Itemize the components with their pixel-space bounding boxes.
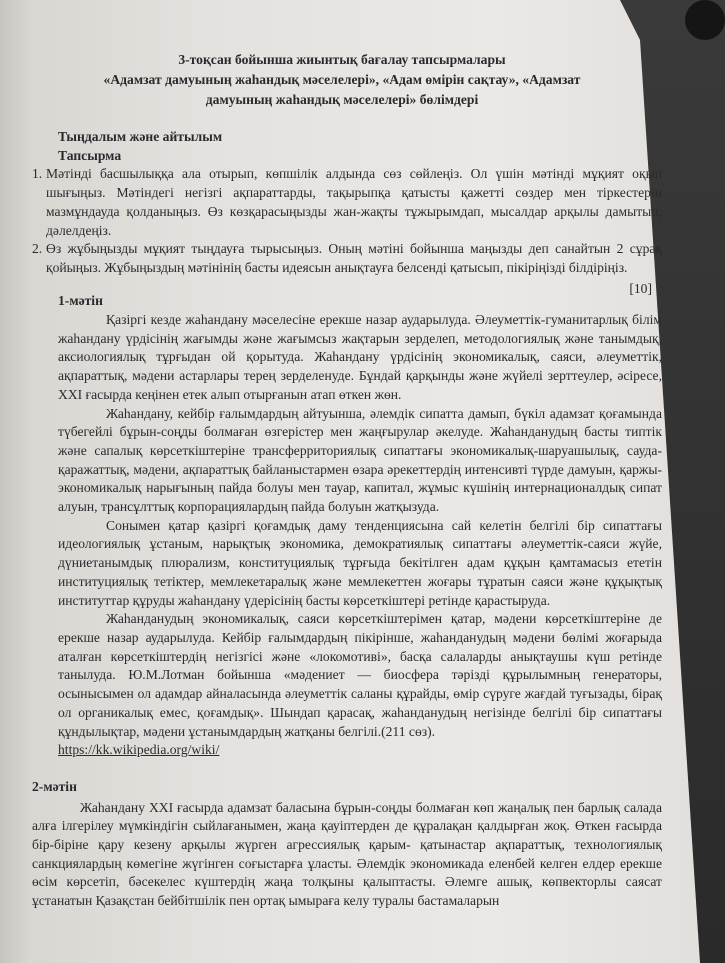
task-text: Өз жұбыңызды мұқият тыңдауға тырысыңыз. Оның мәтіні бойынша маңызды деп санайтын 2 сұрақ қойыңыз. Жұбыңыздың мәтінінің басты идеясын анықтауға белсенді қатысып, пікіріңізді білдіріңіз. bbox=[46, 241, 662, 275]
document-title-line-2: «Адамзат дамуының жаһандық мәселелері», «Адам өмірін сақтау», «Адамзат bbox=[103, 72, 581, 87]
task-number: 1. bbox=[32, 166, 43, 182]
task-item bbox=[22, 240, 662, 277]
section-heading: Тыңдалым және айтылым bbox=[58, 129, 223, 144]
task-text: Мәтінді басшылыққа ала отырып, көпшілік алдында сөз сөйлеңіз. Ол үшін мәтінді мұқият оқып шығыңыз. Мәтіндегі негізгі ақпараттарды, тақырыпқа қатысты қажетті сөздер мен тіркестерін мазмұндауда қолданыңыз. Өз көзқарасыңызды жан-жақты тұжырымдап, мысалдар арқылы дамытып, дәлелдеңіз. bbox=[46, 166, 662, 238]
document-title-line-1: 3-тоқсан бойынша жиынтық бағалау тапсырмалары bbox=[178, 52, 506, 67]
text1-heading: 1-мәтін bbox=[58, 293, 103, 309]
text2-heading: 2-мәтін bbox=[32, 778, 77, 794]
text2-paragraph: Жаһандану XXI ғасырда адамзат баласына бұрын-соңды болмаған көп жаңалық пен барлық салада алға ілгерілеу мүмкіндігін сыйлағанымен, жаңа қауіптерден де құралақан қалдырған жоқ. Өткен ғасырда бір-біріне қару кезену арқылы жүрген агрессиялық қарым- қатынастар ақпараттық, технологиялық санкциялардың көмегіне жүгінген соғыстарға ұласты. Әлемдік экономикада еленбей келген елдер ерекше өсім көрсетіп, бәсекелес күштердің жаңа толқыны қалыптасты. Әлемге ашық, көпвекторлы саясат ұстанатын Қазақстан бейбітшілік пен ортақ ымыраға келу туралы бастамаларын bbox=[32, 799, 662, 909]
text1-paragraph: Жаһандану, кейбір ғалымдардың айтуынша, әлемдік сипатта дамып, бүкіл адамзат қоғамында түбегейлі бұрын-соңды болмаған өзгерістер мен жаңғырулар әкелуде. Жаһанданудың басты типтік және сапалық көрсеткіштеріне трансферриториялық сипаттағы экономикалық-шаруашылық, сауда-қаражаттық, мәдени, ақпараттық байланыстармен өзара әрекеттердің интенсивті түрде дамуын, қаржы-экономикалық нарығының пайда болуы мен тауар, капитал, жұмыс күшінің интернационалдық сипат алуын, трансұлттық корпорациялардың пайда болуын жатқызуда. bbox=[58, 405, 662, 515]
document-title-line-3: дамуының жаһандық мәселелері» бөлімдері bbox=[205, 92, 479, 107]
source-link[interactable]: https://kk.wikipedia.org/wiki/ bbox=[58, 742, 220, 758]
background-cable bbox=[685, 0, 725, 40]
text1-paragraph: Жаһанданудың экономикалық, саяси көрсеткіштерімен қатар, мәдени көрсеткіштеріне де ерекше назар аударылуда. Кейбір ғалымдардың пікірінше, жаһанданудың мәдени бөлімі жоғарыда аталған көрсеткіштердің негізгісі және «локомотиві», басқа салаларды анықтаушы күш ретінде танылуда. Ю.М.Лотман бойынша «мәдениет — биосфера тәрізді құрылымның генераторы, осыныcымен ол адамдар айналасында әлеуметтік саланы құрайды, өмір сүруге жағдай туғызады, бірақ ол органикалық емес, қоғамдық». Шындап қарасақ, жаһанданудың негізінде белгілі бір сипаттағы құндылықтар, мәдени ұстанымдардың жатқаны белгілі.(211 сөз). bbox=[58, 611, 662, 739]
task-heading: Тапсырма bbox=[58, 147, 122, 163]
document-content bbox=[22, 48, 662, 911]
task-number: 2. bbox=[32, 241, 43, 257]
text1-paragraph: Қазіргі кезде жаһандану мәселесіне ерекше назар аударылуда. Әлеуметтік-гуманитарлық білім жаһандану үрдісінің жағымды және жағымсыз жақтарын зерделеп, методологиялық және танымдық, аксиологиялық тұрғыдан ой қорытуда. Жаһандану үрдісінің экономикалық, саяси, әлеуметтік, ақпараттық, мәдени астарлары терең зерделенуде. Бұндай қарқынды және жүйелі зерттеулер, әсіресе, XXI ғасырда кеңінен етек алып отырғанын атап өткен жөн. bbox=[58, 312, 662, 402]
score-label: [10] bbox=[629, 280, 652, 296]
text1-paragraph: Сонымен қатар қазіргі қоғамдық даму тенденциясына сай келетін белгілі бір сипаттағы идеологиялық ұстаным, нарықтық экономика, демократиялық сипаттағы әлеуметтік-саяси жүйе, дүниетанымдық плюрализм, конституциялық тұрғыда бекітілген адам құқын қамтамасыз ететін институциялық тетіктер, мемлекетаралық және мемлекеттен жоғары тұратын саяси және құқықтық институттар құруды жаһандану үдерісінің басты көрсеткіштері ретінде қарастыруда. bbox=[58, 517, 662, 608]
task-item bbox=[22, 165, 662, 240]
